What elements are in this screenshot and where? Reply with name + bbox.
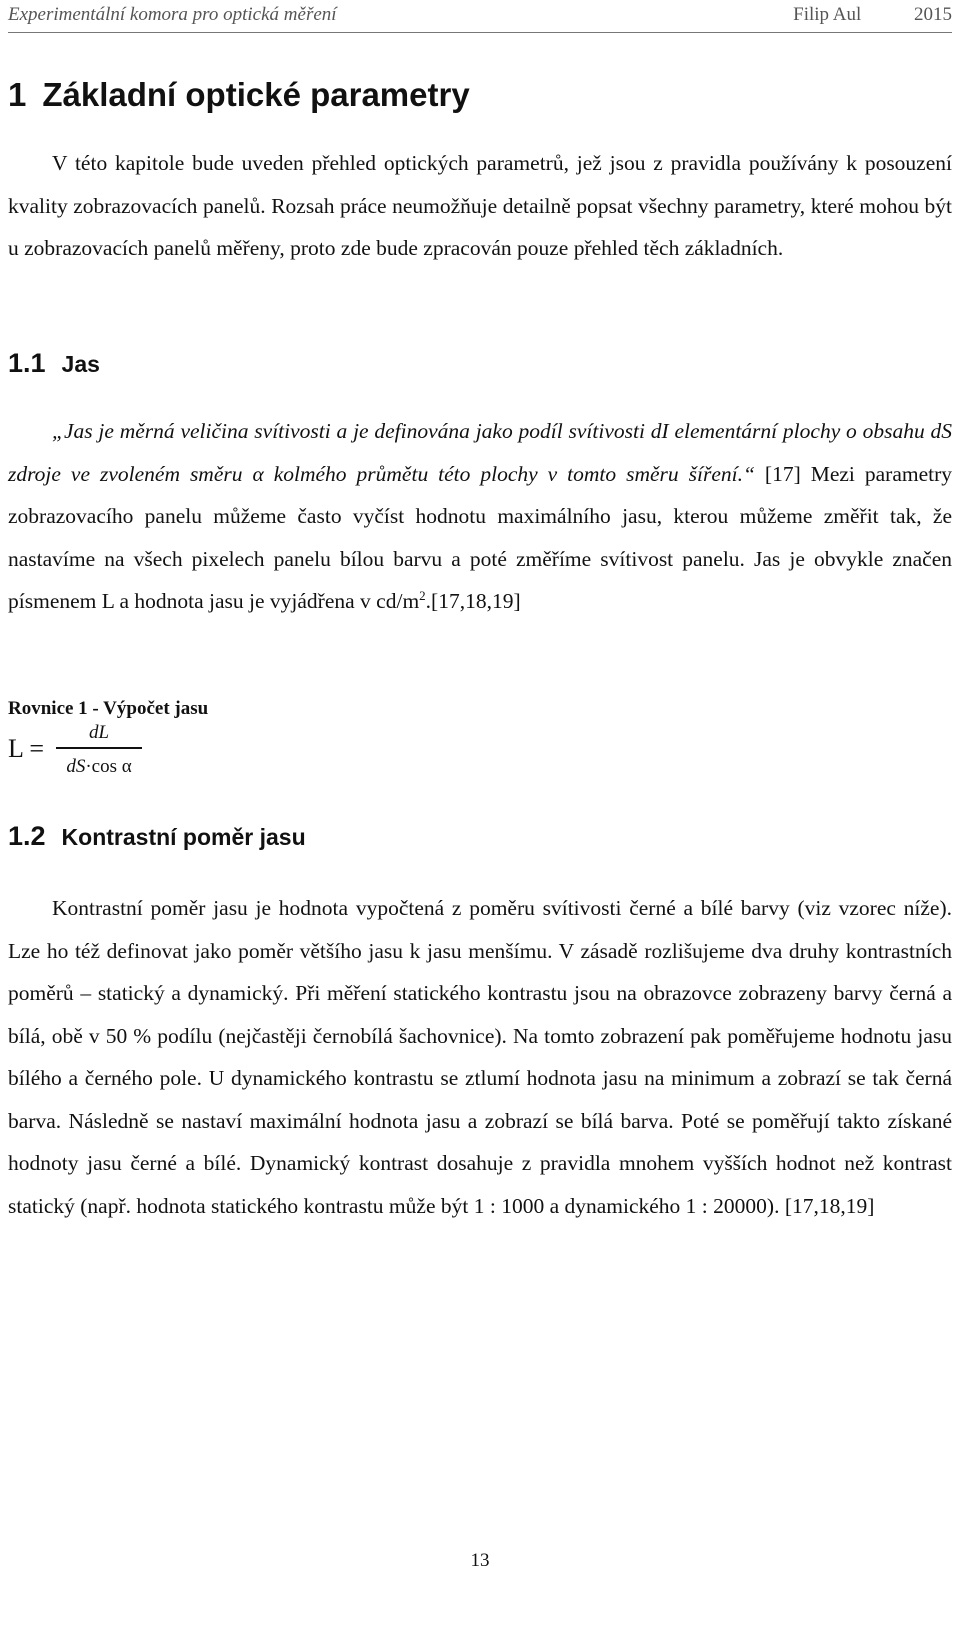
kontrast-paragraph: Kontrastní poměr jasu je hodnota vypočtená z poměru svítivosti černé a bílé barvy (viz vzorec níže). Lze ho též definovat jako poměr většího jasu k jasu menšímu. V zásadě rozlišujeme dva druhy kontrastních poměrů – statický a dynamický. Při měření statického kontrastu jsou na obrazovce zobrazeny barvy černá a bílá, obě v 50 % podílu (nejčastěji černobílá šachovnice). Na tomto zobrazení pak poměřujeme hodnotu jasu bílého a černého pole. U dynamického kontrastu se ztlumí hodnota jasu na minimum a zobrazí se tak černá barva. Následně se nastaví maximální hodnota jasu a zobrazí se bílá barva. Poté se poměřují takto získané hodnoty jasu černé a bílé. Dynamický kontrast dosahuje z pravidla mnohem vyšších hodnot než kontrast statický (např. hodnota statického kontrastu může být 1 : 1000 a dynamického 1 : 20000). [17,18,19] <box>8 896 952 1218</box>
header-document-title: Experimentální komora pro optická měření <box>8 4 337 25</box>
fraction-bar <box>56 747 142 749</box>
equation-caption: Rovnice 1 - Výpočet jasu <box>8 698 209 719</box>
jas-paragraph <box>8 410 952 623</box>
equation-numerator: dL <box>88 722 110 743</box>
jas-definition-quote: „Jas je měrná veličina svítivosti a je definována jako podíl svítivosti dI elementární plochy o obsahu dS zdroje ve zvoleném směru α kolmého průmětu této plochy v tomto směru šíření.“ <box>8 419 952 486</box>
equation-lhs: L = <box>8 734 45 763</box>
intro-paragraph: V této kapitole bude uveden přehled optických parametrů, jež jsou z pravidla používány k posouzení kvality zobrazovacích panelů. Rozsah práce neumožňuje detailně popsat všechny parametry, které mohou být u zobrazovacích panelů měřeny, proto zde bude zpracován pouze přehled těch základních. <box>8 151 952 260</box>
header-year: 2015 <box>914 4 952 25</box>
section-heading-kontrast <box>8 816 306 857</box>
header-meta <box>745 2 952 28</box>
section-title: Kontrastní poměr jasu <box>61 824 306 850</box>
chapter-number: 1 <box>8 76 27 113</box>
equation-fraction <box>56 722 142 780</box>
denominator-rest: ·cos α <box>85 756 132 777</box>
jas-text: [17] Mezi parametry zobrazovacího panelu můžeme často vyčíst hodnotu maximálního jasu, kterou můžeme změřit tak, že nastavíme na všech pixelech panelu bílou barvu a poté změříme svítivost panelu. Jas je obvykle značen písmenem L a hodnota jasu je vyjádřena v cd/m <box>8 461 953 613</box>
chapter-title: Základní optické parametry <box>42 76 470 113</box>
denominator-var: dS <box>66 756 86 777</box>
header-author: Filip Aul <box>793 4 862 25</box>
section-number: 1.1 <box>8 348 46 378</box>
section-heading-jas <box>8 343 100 384</box>
equation-denominator <box>56 754 142 780</box>
page-number: 13 <box>470 1550 490 1571</box>
running-header <box>8 2 952 33</box>
chapter-heading <box>8 70 470 120</box>
jas-citation: .[17,18,19] <box>425 589 521 613</box>
section-title: Jas <box>61 351 100 377</box>
section-number: 1.2 <box>8 821 46 851</box>
superscript-2: 2 <box>419 587 426 603</box>
